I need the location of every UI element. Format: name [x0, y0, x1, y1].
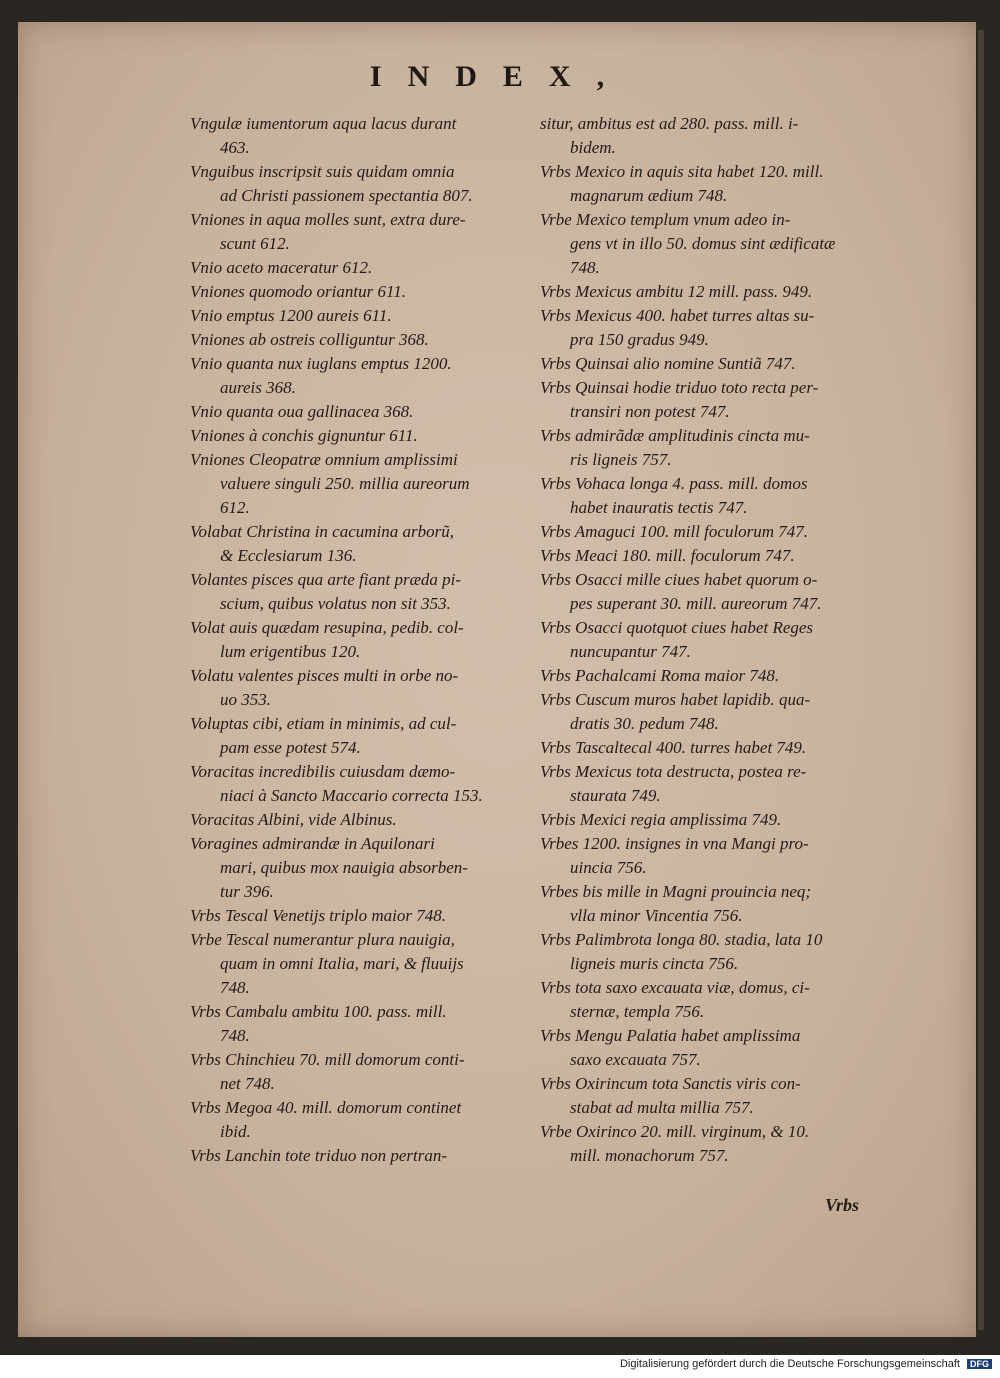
index-entry-continuation: gens vt in illo 50. domus sint ædificatæ	[570, 234, 836, 253]
index-entry	[190, 664, 530, 712]
index-entry	[540, 208, 880, 280]
index-entry	[540, 544, 880, 568]
index-entry-continuation: ris ligneis 757.	[570, 450, 672, 469]
index-entry-continuation: stabat ad multa millia 757.	[570, 1098, 754, 1117]
index-entry-text: Vrbs Osacci quotquot ciues habet Reges	[540, 618, 814, 637]
index-entry	[190, 112, 530, 160]
index-entry	[190, 520, 530, 568]
index-entry	[190, 1096, 530, 1144]
catchword: Vrbs	[825, 1195, 860, 1215]
index-entry	[540, 424, 880, 472]
index-entry-continuation: 748.	[570, 258, 600, 277]
index-entry	[190, 1000, 530, 1048]
index-entry-text: Vniones à conchis gignuntur 611.	[190, 426, 418, 445]
index-entry-continuation: vlla minor Vincentia 756.	[570, 906, 743, 925]
index-entry-text: Vrbs tota saxo excauata viæ, domus, ci-	[540, 978, 810, 997]
index-entry-text: Vniones ab ostreis colliguntur 368.	[190, 330, 429, 349]
footer-text: Digitalisierung gefördert durch die Deutsche Forschungsgemeinschaft	[619, 1358, 960, 1370]
index-entry-text: Voragines admirandæ in Aquilonari	[190, 834, 435, 853]
index-entry-text: Vngulæ iumentorum aqua lacus durant	[190, 114, 457, 133]
index-entry-text: Vrbs Mexicus tota destructa, postea re-	[540, 762, 807, 781]
index-entry-text: Voracitas incredibilis cuiusdam dæmo-	[190, 762, 456, 781]
index-entry-text: Vnguibus inscripsit suis quidam omnia	[190, 162, 455, 181]
index-entry-text: Vnio quanta nux iuglans emptus 1200.	[190, 354, 452, 373]
index-entry	[190, 208, 530, 256]
index-entry-text: Vrbs Palimbrota longa 80. stadia, lata 10	[540, 930, 823, 949]
page-edge	[978, 30, 984, 1330]
index-entry-text: Vniones quomodo oriantur 611.	[190, 282, 406, 301]
index-entry-text: Vnio quanta oua gallinacea 368.	[190, 402, 414, 421]
index-entry-text: situr, ambitus est ad 280. pass. mill. i-	[540, 114, 799, 133]
index-entry-continuation: quam in omni Italia, mari, & fluuijs	[220, 954, 464, 973]
index-column-left	[190, 112, 530, 1168]
index-entry	[540, 832, 880, 880]
index-entry-continuation: ad Christi passionem spectantia 807.	[220, 186, 473, 205]
index-entry	[540, 280, 880, 304]
index-entry	[190, 904, 530, 928]
index-entry	[540, 616, 880, 664]
index-entry-continuation: magnarum ædium 748.	[570, 186, 728, 205]
index-entry	[190, 448, 530, 520]
index-entry-text: Vrbes 1200. insignes in vna Mangi pro-	[540, 834, 809, 853]
index-entry-text: Vrbs Oxirincum tota Sanctis viris con-	[540, 1074, 801, 1093]
index-entry-continuation: scium, quibus volatus non sit 353.	[220, 594, 451, 613]
index-entry	[540, 352, 880, 376]
index-entry-text: Vnio emptus 1200 aureis 611.	[190, 306, 392, 325]
index-entry	[190, 424, 530, 448]
index-entry	[540, 520, 880, 544]
index-entry-text: Volat auis quædam resupina, pedib. col-	[190, 618, 464, 637]
index-entry-text: Vrbe Mexico templum vnum adeo in-	[540, 210, 791, 229]
index-entry	[190, 328, 530, 352]
index-entry	[540, 664, 880, 688]
index-entry	[540, 688, 880, 736]
index-entry-text: Vrbs Lanchin tote triduo non pertran-	[190, 1146, 448, 1165]
index-entry	[540, 112, 880, 160]
index-entry-continuation: pam esse potest 574.	[220, 738, 361, 757]
index-entry-continuation: pes superant 30. mill. aureorum 747.	[570, 594, 822, 613]
index-entry-continuation: & Ecclesiarum 136.	[220, 546, 357, 565]
index-entry-continuation: 463.	[220, 138, 250, 157]
index-entry-text: Vrbs Amaguci 100. mill foculorum 747.	[540, 522, 809, 541]
index-entry-text: Vrbs Cambalu ambitu 100. pass. mill.	[190, 1002, 447, 1021]
index-entry	[540, 760, 880, 808]
index-entry	[540, 808, 880, 832]
index-entry-continuation: nuncupantur 747.	[570, 642, 691, 661]
index-entry-text: Vrbs Mexicus 400. habet turres altas su-	[540, 306, 815, 325]
index-entry	[540, 1072, 880, 1120]
index-entry-text: Vrbe Tescal numerantur plura nauigia,	[190, 930, 455, 949]
index-entry-continuation: 748.	[220, 978, 250, 997]
index-entry-continuation: dratis 30. pedum 748.	[570, 714, 719, 733]
index-entry-text: Vrbs Quinsai alio nomine Suntiã 747.	[540, 354, 796, 373]
index-entry	[540, 304, 880, 352]
index-entry	[190, 280, 530, 304]
index-entry-continuation: transiri non potest 747.	[570, 402, 730, 421]
index-entry-text: Vrbs Mexico in aquis sita habet 120. mill.	[540, 162, 824, 181]
index-entry	[190, 928, 530, 1000]
index-entry	[540, 1024, 880, 1072]
index-entry	[540, 736, 880, 760]
index-entry-continuation: scunt 612.	[220, 234, 290, 253]
index-entry	[190, 760, 530, 808]
index-entry	[190, 712, 530, 760]
index-entry	[190, 256, 530, 280]
index-entry-text: Volantes pisces qua arte fiant prædа pi-	[190, 570, 462, 589]
index-entry-text: Vrbs Mengu Palatia habet amplissima	[540, 1026, 801, 1045]
index-entry	[190, 616, 530, 664]
index-entry-continuation: bidem.	[570, 138, 616, 157]
index-entry-text: Vrbs Vohaca longa 4. pass. mill. domos	[540, 474, 808, 493]
index-entry-text: Vrbe Oxirinco 20. mill. virginum, & 10.	[540, 1122, 810, 1141]
index-entry-continuation: mill. monachorum 757.	[570, 1146, 729, 1165]
index-entry-text: Vniones Cleopatræ omnium amplissimi	[190, 450, 458, 469]
index-entry	[190, 400, 530, 424]
index-entry-text: Voluptas cibi, etiam in minimis, ad cul-	[190, 714, 457, 733]
digitization-footer	[0, 1358, 992, 1370]
index-entry	[190, 352, 530, 400]
running-head: INDEX,	[369, 60, 631, 93]
index-entry	[190, 568, 530, 616]
index-entry-continuation: habet inauratis tectis 747.	[570, 498, 748, 517]
index-entry-continuation: ibid.	[220, 1122, 251, 1141]
index-entry-text: Vrbs Pachalcami Roma maior 748.	[540, 666, 780, 685]
index-entry-text: Vrbs Megoa 40. mill. domorum continet	[190, 1098, 462, 1117]
index-entry-continuation: tur 396.	[220, 882, 274, 901]
index-entry	[540, 976, 880, 1024]
index-entry	[190, 832, 530, 904]
index-entry	[190, 1048, 530, 1096]
index-entry-continuation: lum erigentibus 120.	[220, 642, 361, 661]
index-entry-text: Vrbs Chinchieu 70. mill domorum conti-	[190, 1050, 465, 1069]
index-entry	[190, 808, 530, 832]
index-entry	[190, 1144, 530, 1168]
index-entry-continuation: uincia 756.	[570, 858, 647, 877]
index-entry	[190, 304, 530, 328]
index-entry-text: Vrbs admirãdæ amplitudinis cincta mu-	[540, 426, 810, 445]
index-entry-text: Vrbs Tascaltecal 400. turres habet 749.	[540, 738, 807, 757]
index-column-right	[540, 112, 880, 1168]
index-entry-continuation: sternæ, templa 756.	[570, 1002, 705, 1021]
index-entry-text: Vrbs Cuscum muros habet lapidib. qua-	[540, 690, 811, 709]
index-entry-text: Vrbs Meaci 180. mill. foculorum 747.	[540, 546, 795, 565]
index-entry-continuation: uo 353.	[220, 690, 271, 709]
index-entry-text: Vrbis Mexici regia amplissima 749.	[540, 810, 782, 829]
index-entry-continuation: saxo excauata 757.	[570, 1050, 701, 1069]
dfg-logo: DFG	[967, 1359, 992, 1369]
index-entry	[540, 880, 880, 928]
index-entry-continuation: valuere singuli 250. millia aureorum	[220, 474, 470, 493]
index-entry	[540, 376, 880, 424]
index-entry-text: Vniones in aqua molles sunt, extra dure-	[190, 210, 466, 229]
index-entry	[540, 568, 880, 616]
index-entry-text: Voracitas Albini, vide Albinus.	[190, 810, 397, 829]
index-entry	[540, 472, 880, 520]
index-entry	[540, 160, 880, 208]
index-entry-text: Volatu valentes pisces multi in orbe no-	[190, 666, 459, 685]
index-entry-continuation: pra 150 gradus 949.	[570, 330, 709, 349]
index-entry-text: Volabat Christina in cacumina arborũ,	[190, 522, 454, 541]
index-entry-text: Vrbs Mexicus ambitu 12 mill. pass. 949.	[540, 282, 813, 301]
index-entry	[190, 160, 530, 208]
index-entry-text: Vnio aceto maceratur 612.	[190, 258, 373, 277]
index-entry	[540, 928, 880, 976]
index-entry-text: Vrbes bis mille in Magni prouincia neq;	[540, 882, 812, 901]
index-entry-continuation: staurata 749.	[570, 786, 661, 805]
index-entry-text: Vrbs Quinsai hodie triduo toto recta per-	[540, 378, 819, 397]
index-entry-continuation: net 748.	[220, 1074, 275, 1093]
index-entry-continuation: mari, quibus mox nauigia absorben-	[220, 858, 468, 877]
index-entry-continuation: 748.	[220, 1026, 250, 1045]
index-entry-continuation: aureis 368.	[220, 378, 296, 397]
index-entry-continuation: niaci à Sancto Maccario correcta 153.	[220, 786, 483, 805]
index-entry-continuation: 612.	[220, 498, 250, 517]
index-entry-text: Vrbs Tescal Venetijs triplo maior 748.	[190, 906, 446, 925]
index-entry-continuation: ligneis muris cincta 756.	[570, 954, 739, 973]
index-entry	[540, 1120, 880, 1168]
index-entry-text: Vrbs Osacci mille ciues habet quorum o-	[540, 570, 818, 589]
